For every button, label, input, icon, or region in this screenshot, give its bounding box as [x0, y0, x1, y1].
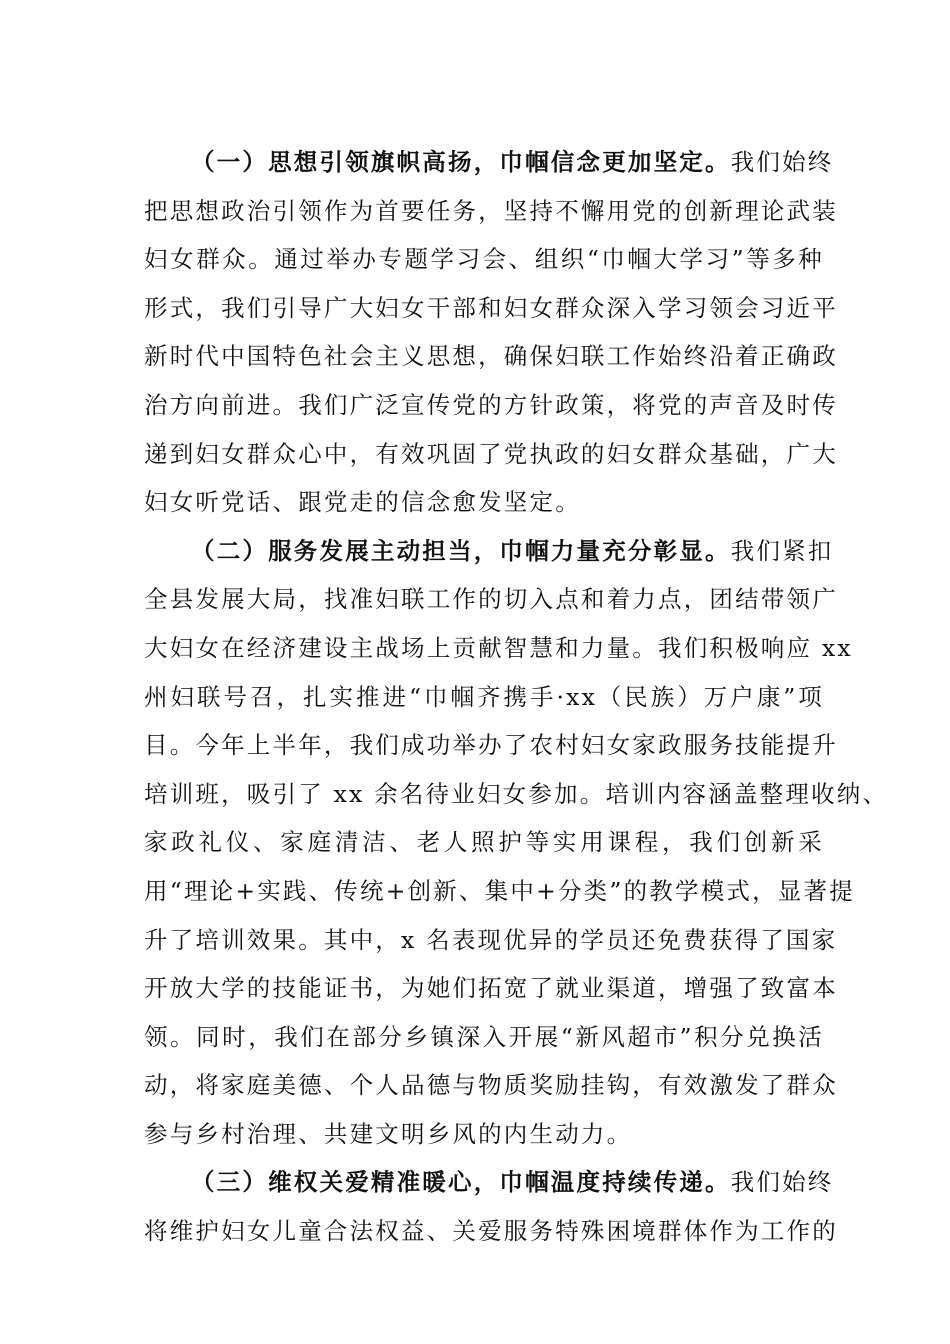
paragraph-1-line-2: 把思想政治引领作为首要任务，坚持不懈用党的创新理论武装 [144, 196, 838, 225]
paragraph-2-line-10: 开放大学的技能证书，为她们拓宽了就业渠道，增强了致富本 [144, 974, 838, 1003]
paragraph-2-line-1 [144, 527, 834, 576]
paragraph-1-line-4: 形式，我们引导广大妇女干部和妇女群众深入学习领会习近平 [144, 293, 838, 322]
paragraph-1-line-7: 递到妇女群众心中，有效巩固了党执政的妇女群众基础，广大 [144, 439, 838, 468]
paragraph-3-first-line-rest: 我们始终 [730, 1168, 834, 1197]
paragraph-2-line-5: 目。今年上半年，我们成功举办了农村妇女家政服务技能提升 [144, 731, 838, 760]
paragraph-2-line-12: 动，将家庭美德、个人品德与物质奖励挂钩，有效激发了群众 [144, 1071, 838, 1100]
paragraph-2-line-6: 培训班，吸引了 xx 余名待业妇女参加。培训内容涵盖整理收纳、 [144, 779, 889, 808]
paragraph-2-line-3: 大妇女在经济建设主战场上贡献智慧和力量。我们积极响应 xx [144, 633, 853, 662]
document-body [144, 138, 889, 1256]
paragraph-3-line-2: 将维护妇女儿童合法权益、关爱服务特殊困境群体作为工作的 [144, 1217, 838, 1246]
paragraph-1-line-8: 妇女听党话、跟党走的信念愈发坚定。 [144, 488, 581, 517]
paragraph-1-line-3: 妇女群众。通过举办专题学习会、组织“巾帼大学习”等多种 [144, 245, 824, 274]
paragraph-2-line-7: 家政礼仪、家庭清洁、老人照护等实用课程，我们创新采 [144, 828, 824, 857]
paragraph-2-line-4: 州妇联号召，扎实推进“巾帼齐携手·xx（民族）万户康”项 [144, 682, 824, 711]
paragraph-3-line-1 [144, 1158, 834, 1207]
paragraph-2-line-13: 参与乡村治理、共建文明乡风的内生动力。 [144, 1119, 633, 1148]
paragraph-2-first-line-rest: 我们紧扣 [730, 536, 834, 565]
paragraph-2-line-8: 用“理论+实践、传统+创新、集中+分类”的教学模式，显著提 [144, 876, 855, 905]
paragraph-1-first-line-rest: 我们始终 [730, 148, 834, 176]
paragraph-1-line-6: 治方向前进。我们广泛宣传党的方针政策，将党的声音及时传 [144, 390, 838, 419]
paragraph-3-heading: （三）维权关爱精准暖心，巾帼温度持续传递。 [191, 1168, 731, 1197]
paragraph-2-heading: （二）服务发展主动担当，巾帼力量充分彰显。 [191, 536, 731, 565]
paragraph-2-line-11: 领。同时，我们在部分乡镇深入开展“新风超市”积分兑换活 [144, 1022, 824, 1051]
paragraph-2-line-9: 升了培训效果。其中，x 名表现优异的学员还免费获得了国家 [144, 925, 838, 954]
paragraph-2-line-2: 全县发展大局，找准妇联工作的切入点和着力点，团结带领广 [144, 585, 838, 614]
paragraph-1-heading: （一）思想引领旗帜高扬，巾帼信念更加坚定。 [191, 148, 731, 176]
paragraph-1-line-1 [144, 138, 834, 187]
paragraph-1-line-5: 新时代中国特色社会主义思想，确保妇联工作始终沿着正确政 [144, 342, 838, 371]
